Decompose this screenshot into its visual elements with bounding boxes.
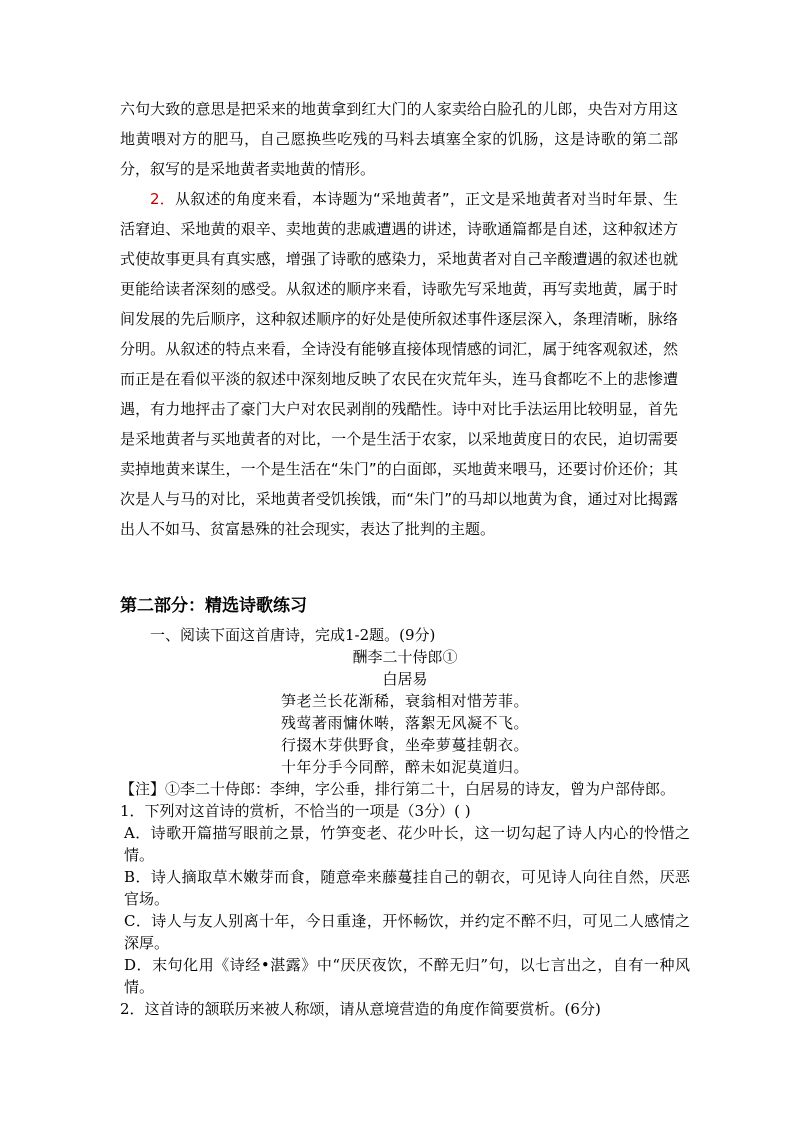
option-c: C．诗人与友人别离十年，今日重逢，开怀畅饮，并约定不醉不归，可见二人感情之深厚。	[124, 912, 690, 952]
answer-analysis	[120, 94, 678, 544]
poem-line: 十年分手今同醉，醉未如泥莫道归。	[280, 758, 529, 776]
poem-line: 笋老兰长花渐稀，衰翁相对惜芳菲。	[280, 692, 529, 710]
section-title: 第二部分：精选诗歌练习	[120, 596, 307, 616]
question-2: 2．这首诗的颔联历来被人称颂，请从意境营造的角度作简要赏析。(6分)	[120, 1000, 601, 1018]
poem-title: 酬李二十侍郎①	[352, 648, 458, 666]
option-b: B．诗人摘取草木嫩芽而食，随意牵来藤蔓挂自己的朝衣，可见诗人向往自然，厌恶官场。	[124, 868, 690, 908]
poem-note: 【注】①李二十侍郎：李绅，字公垂，排行第二十，白居易的诗友，曾为户部侍郎。	[120, 780, 676, 798]
analysis-paragraph-1: 六句大致的意思是把采来的地黄拿到红大门的人家卖给白脸孔的儿郎，央告对方用这地黄喂对方的肥马，自己愿换些吃残的马料去填塞全家的饥肠，这是诗歌的第二部分，叙写的是采地黄者卖地黄的情形。	[120, 100, 678, 178]
analysis-paragraph-2	[120, 184, 678, 544]
question-intro: 一、阅读下面这首唐诗，完成1-2题。(9分)	[150, 626, 436, 644]
option-d: D．末句化用《诗经•湛露》中“厌厌夜饮，不醉无归”句，以七言出之，自有一种风情。	[124, 956, 690, 996]
option-a: A．诗歌开篇描写眼前之景，竹笋变老、花少叶长，这一切勾起了诗人内心的怜惜之情。	[124, 824, 690, 864]
poetry-exercise	[120, 624, 690, 1020]
question-1: 1．下列对这首诗的赏析，不恰当的一项是（3分）( )	[120, 802, 471, 820]
poem-line: 行掇木芽供野食，坐牵萝蔓挂朝衣。	[280, 736, 529, 754]
poem-author: 白居易	[382, 670, 428, 688]
poem-line: 残莺著雨慵休啭，落絮无风凝不飞。	[280, 714, 529, 732]
analysis-paragraph-2-text: 从叙述的角度来看，本诗题为“采地黄者”，正文是采地黄者对当时年景、生活窘迫、采地黄的艰辛、卖地黄的悲戚遭遇的讲述，诗歌通篇都是自述，这种叙述方式使故事更具有真实感，增强了诗歌的感染力，采地黄者对自己辛酸遭遇的叙述也就更能给读者深刻的感受。从叙述的顺序来看，诗歌先写采地黄，再写卖地黄，属于时间发展的先后顺序，这种叙述顺序的好处是使所叙述事件逐层深入，条理清晰，脉络分明。从叙述的特点来看，全诗没有能够直接体现情感的词汇，属于纯客观叙述，然而正是在看似平淡的叙述中深刻地反映了农民在灾荒年头，连马食都吃不上的悲惨遭遇，有力地抨击了豪门大户对农民剥削的残酷性。诗中对比手法运用比较明显，首先是采地黄者与买地黄者的对比，一个是生活于农家，以采地黄度日的农民，迫切需要卖掉地黄来谋生，一个是生活在“朱门”的白面郎，买地黄来喂马，还要讨价还价；其次是人与马的对比，采地黄者受饥挨饿，而“朱门”的马却以地黄为食，通过对比揭露出人不如马、贫富悬殊的社会现实，表达了批判的主题。	[120, 190, 678, 538]
analysis-item-number: 2．	[150, 190, 175, 208]
